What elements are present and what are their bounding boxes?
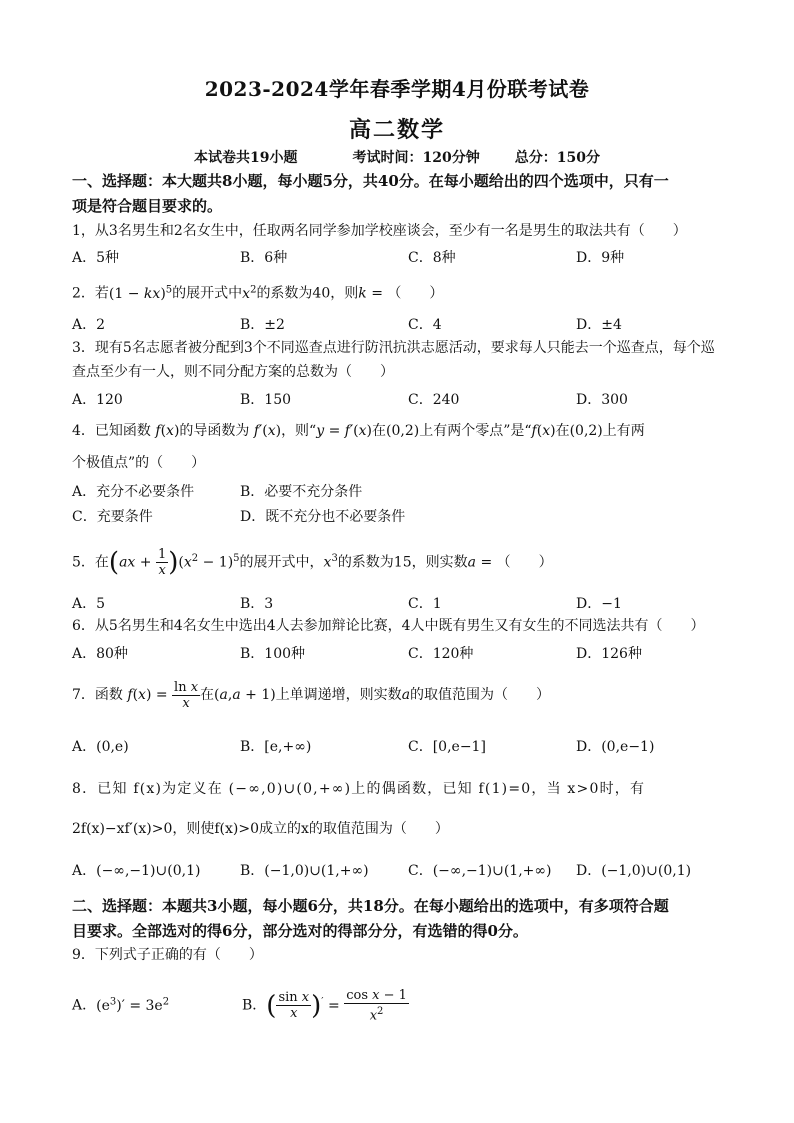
section2-heading: 二、选择题：本题共3小题，每小题6分，共18分。在每小题给出的选项中，有多项符合题 目要求。全部选对的得6分，部分选对的得部分分，有选错的得0分。 — [72, 897, 669, 940]
question-9-stem: 9．下列式子正确的有（ ） — [72, 947, 263, 963]
question-4-options-row1 — [72, 481, 472, 503]
q5-option-b: B．3 — [240, 596, 274, 612]
q6-option-d: D．126种 — [576, 646, 642, 662]
question-3-stem: 3．现有5名志愿者被分配到3个不同巡查点进行防汛抗洪志愿活动，要求每人只能去一个巡查点，每个巡 查点至少有一人，则不同分配方案的总数为（ ） — [72, 340, 715, 380]
q4-option-d: D．既不充分也不必要条件 — [240, 509, 406, 525]
q5-option-d: D．−1 — [576, 596, 622, 612]
question-8-stem-line2: 2f(x)−xf′(x)>0，则使f(x)>0成立的x的取值范围为（ ） — [72, 821, 449, 837]
q1-option-a: A．5种 — [72, 250, 120, 266]
q2-expression: (1 − kx)$^5$ — [108, 284, 173, 302]
q7-option-a: A．(0,e) — [72, 739, 129, 755]
q2-k: k — [358, 285, 367, 302]
q7-fraction: $\frac{\text{ln x}}{x}$ — [174, 679, 199, 711]
question-8-stem: 8．已知 f(x)为定义在 (−∞,0)∪(0,+∞)上的偶函数，已知 f(1)=0，当 x>0时，有 — [72, 781, 646, 797]
q7-option-c: C．[0,e−1] — [408, 739, 486, 755]
q7-option-d: D．(0,e−1) — [576, 739, 655, 755]
q5-option-a: A．5 — [72, 596, 106, 612]
q2-option-a: A．2 — [72, 317, 106, 333]
question-5-options — [72, 593, 727, 615]
question-4-stem: 4．已知函数 f(x)的导函数为 f′(x)，则“y = f′(x)在(0,2)上有两个零点”是“f(x)在(0,2)上有两 — [72, 423, 645, 439]
q5-fraction: $\frac{1}{x}$ — [157, 547, 167, 579]
question-3-options — [72, 389, 727, 411]
q2-option-d: D．±4 — [576, 317, 622, 333]
question-7-stem: 7．函数 f(x) = $\frac{\text{ln x}}{x}$ 在(a,a + 1)上单调递增，则实数a的取值范围为（ ） — [72, 679, 551, 711]
question-2-options — [72, 314, 727, 336]
q2-option-c: C．4 — [408, 317, 442, 333]
exam-time: 考试时间：120分钟 — [352, 150, 480, 166]
exam-title: 2023-2024学年春季学期4月份联考试卷 — [204, 77, 590, 101]
q8-option-b: B．(−1,0)∪(1,+∞) — [240, 863, 369, 879]
question-4-options-row2 — [72, 506, 472, 528]
q5-option-c: C．1 — [408, 596, 442, 612]
q8-option-a: A．(−∞,−1)∪(0,1) — [72, 863, 201, 879]
q8-option-d: D．(−1,0)∪(0,1) — [576, 863, 692, 879]
q1-option-b: B．6种 — [240, 250, 288, 266]
q6-option-c: C．120种 — [408, 646, 474, 662]
question-count: 本试卷共19小题 — [194, 150, 298, 166]
section1-heading: 一、选择题：本大题共8小题，每小题5分，共40分。在每小题给出的四个选项中，只有一 项是符合题目要求的。 — [72, 172, 669, 215]
question-6-options — [72, 643, 727, 665]
q2-term: $x^2$ — [242, 284, 257, 302]
question-9-options — [72, 980, 727, 1028]
q3-option-d: D．300 — [576, 392, 628, 408]
q9-option-b-expr: ( $\frac{\text{sin x}}{x}$ )′ = $\frac{\text{cos x − 1}}{x^2}$ — [266, 987, 407, 1024]
q9-option-a-label: A． — [72, 997, 97, 1014]
q8-option-c: C．(−∞,−1)∪(1,+∞) — [408, 863, 552, 879]
q9-option-a-expr: $(e^3)' = 3e^2$ — [96, 996, 170, 1014]
question-4-stem-line2: 个极值点”的（ ） — [72, 455, 206, 471]
total-score: 总分：150分 — [514, 150, 600, 166]
q9-option-b-label: B． — [242, 997, 267, 1014]
q6-option-a: A．80种 — [72, 646, 128, 662]
question-2-stem: 2．若(1 − kx)$^5$的展开式中$x^2$的系数为40，则k = （ ） — [72, 284, 444, 302]
q1-option-d: D．9种 — [576, 250, 625, 266]
q6-option-b: B．100种 — [240, 646, 306, 662]
q4-option-b: B．必要不充分条件 — [240, 484, 363, 500]
q3-option-a: A．120 — [72, 392, 123, 408]
q1-option-c: C．8种 — [408, 250, 456, 266]
question-7-options — [72, 736, 727, 758]
exam-info — [0, 147, 794, 167]
q3-option-b: B．150 — [240, 392, 292, 408]
exam-subject: 高二数学 — [348, 117, 445, 143]
question-5-stem: 5．在(ax + $\frac{1}{x}$ )$(x^2 - 1)^5$的展开式中，$x^3$的系数为15，则实数a = （ ） — [72, 547, 553, 579]
question-1-stem: 1，从3名男生和2名女生中，任取两名同学参加学校座谈会，至少有一名是男生的取法共有（ ） — [72, 223, 687, 239]
q4-option-a: A．充分不必要条件 — [72, 484, 195, 500]
q4-option-c: C．充要条件 — [72, 509, 153, 525]
question-6-stem: 6．从5名男生和4名女生中选出4人去参加辩论比赛，4人中既有男生又有女生的不同选法共有（ ） — [72, 618, 705, 634]
q3-option-c: C．240 — [408, 392, 460, 408]
question-8-options — [72, 860, 727, 882]
q7-option-b: B．[e,+∞) — [240, 739, 312, 755]
q2-option-b: B．±2 — [240, 317, 285, 333]
question-1-options — [72, 247, 727, 269]
